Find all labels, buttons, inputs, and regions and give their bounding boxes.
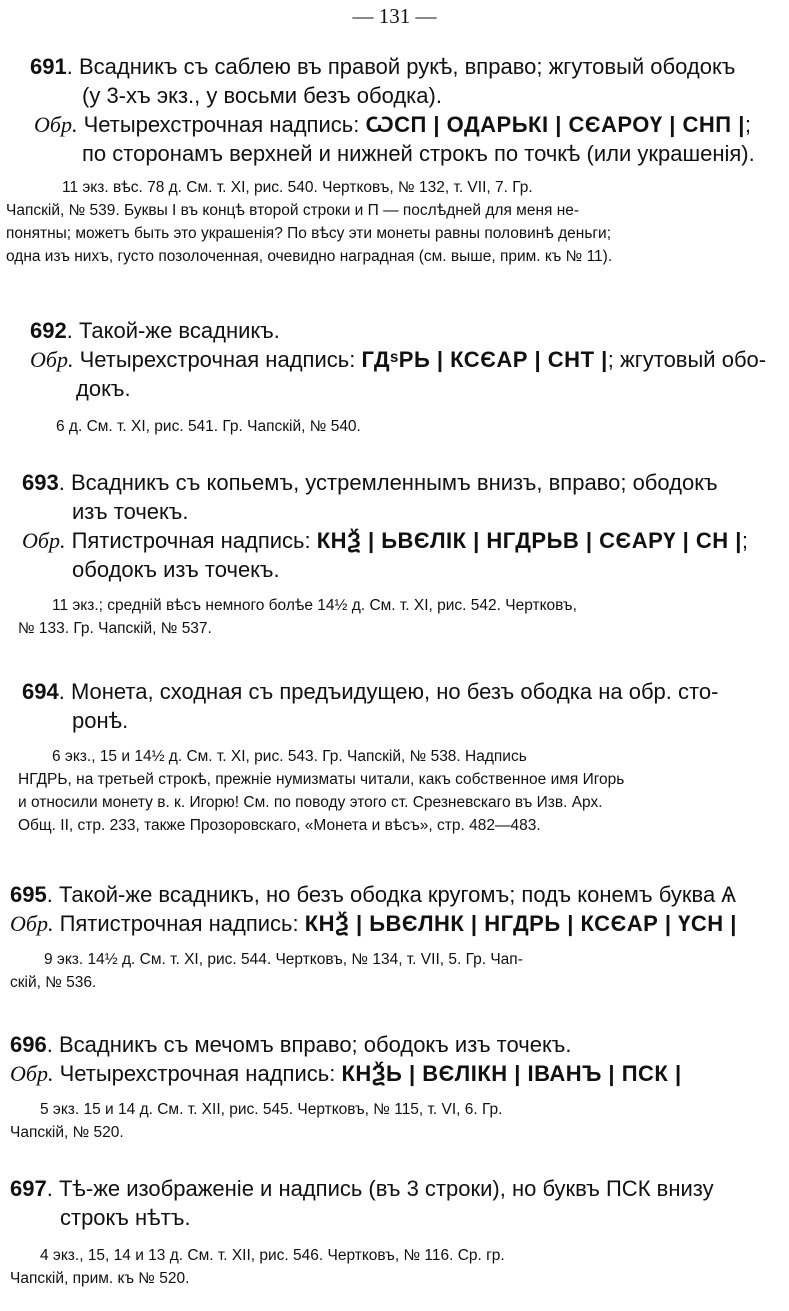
note-line: и относили монету в. к. Игорю! См. по поводу этого ст. Срезневскаго въ Изв. Арх.: [18, 794, 603, 811]
note-line: скiй, № 536.: [10, 974, 97, 991]
note-line: Чапскiй, № 539. Буквы Ӏ въ концѣ второй строки и П — послѣдней для меня не-: [6, 202, 580, 219]
page-number: — 131 —: [352, 4, 437, 28]
note-line: Чапскiй, прим. къ № 520.: [10, 1270, 190, 1287]
note-line: 4 экз., 15, 14 и 13 д. См. т. XII, рис. 546. Чертковъ, № 116. Ср. гр.: [40, 1247, 505, 1264]
entry-691: 691. Всадникъ съ саблею въ правой рукѣ, вправо; жгутовый ободокъ (у 3-хъ экз., у восьми безъ ободка). Обр. Четырехстрочная надпись: ѠСП | ОДАРЬКI | СЄАРОҮ | СНП |; по сторонамъ верхней и нижней строкъ по точкѣ (или украшенія). 11 экз. вѣс. 78 д. См. т. XI, рис. 540. Чертковъ, № 132, т. VII, 7. Гр. Чапскiй, № 539. Буквы Ӏ въ концѣ второй строки и П — послѣдней для меня не- понятны; можетъ быть это украшенiя? По вѣсу эти монеты равны половинѣ деньги; одна изъ нихъ, густо позолоченная, очевидно наградная (см. выше, прим. къ № 11).: [30, 52, 789, 268]
note-line: 6 экз., 15 и 14½ д. См. т. XI, рис. 543. Гр. Чапскiй, № 538. Надпись: [52, 748, 527, 765]
entry-697: 697. Тѣ-же изображенiе и надпись (въ 3 строки), но буквъ ПСК внизу строкъ нѣтъ. 4 экз., 15, 14 и 13 д. См. т. XII, рис. 546. Чертковъ, № 116. Ср. гр. Чапскiй, прим. къ № 520.: [10, 1174, 782, 1290]
note-line: 11 экз. вѣс. 78 д. См. т. XI, рис. 540. Чертковъ, № 132, т. VII, 7. Гр.: [62, 179, 533, 196]
entry-number: 691: [30, 54, 67, 79]
note-line: 9 экз. 14½ д. См. т. XI, рис. 544. Чертковъ, № 134, т. VII, 5. Гр. Чап-: [44, 951, 523, 968]
entry-692: 692. Такой-же всадникъ. Обр. Четырехстрочная надпись: ГДˢРЬ | КСЄАР | СНТ |; жгутовый обо- докъ. 6 д. См. т. XI, рис. 541. Гр. Чапскiй, № 540.: [30, 316, 789, 438]
note-line: 5 экз. 15 и 14 д. См. т. XII, рис. 545. Чертковъ, № 115, т. VI, 6. Гр.: [40, 1101, 503, 1118]
note-line: НГДРЬ, на третьей строкѣ, прежніе нумизматы читали, какъ собственное имя Игорь: [18, 771, 625, 788]
note-line: № 133. Гр. Чапскiй, № 537.: [18, 620, 212, 637]
entry-694: 694. Монета, сходная съ предъидущею, но безъ ободка на обр. сто- ронѣ. 6 экз., 15 и 14½ д. См. т. XI, рис. 543. Гр. Чапскiй, № 538. Надпись НГДРЬ, на третьей строкѣ, прежніе нумизматы читали, какъ собственное имя Игорь и относили монету в. к. Игорю! См. по поводу этого ст. Срезневскаго въ Изв. Арх. Общ. II, стр. 233, также Прозоровскаго, «Монета и вѣсъ», стр. 482—483.: [22, 677, 789, 837]
inscription: КНѮ | ЬВЄЛНК | НГДРЬ | КСЄАР | ҮСН |: [304, 911, 737, 936]
note-line: Чапскiй, № 520.: [10, 1124, 124, 1141]
note-line: Общ. II, стр. 233, также Прозоровскаго, «Монета и вѣсъ», стр. 482—483.: [18, 817, 541, 834]
entry-text: Всадникъ съ саблею въ правой рукѣ, вправо; жгутовый ободокъ: [78, 54, 736, 79]
obr-label: Обр.: [34, 112, 78, 137]
note-line: 6 д. См. т. XI, рис. 541. Гр. Чапскiй, № 540.: [56, 418, 361, 435]
note-line: одна изъ нихъ, густо позолоченная, очевидно наградная (см. выше, прим. къ № 11).: [6, 248, 613, 265]
note-line: понятны; можетъ быть это украшенiя? По вѣсу эти монеты равны половинѣ деньги;: [6, 225, 612, 242]
inscription: КНѮ | ЬВЄЛIК | НГДРЬВ | СЄАРҮ | СН |: [316, 528, 742, 553]
note-line: 11 экз.; средній вѣсъ немного болѣе 14½ д. См. т. XI, рис. 542. Чертковъ,: [52, 597, 577, 614]
entry-693: 693. Всадникъ съ копьемъ, устремленнымъ внизъ, вправо; ободокъ изъ точекъ. Обр. Пятистрочная надпись: КНѮ | ЬВЄЛIК | НГДРЬВ | СЄАРҮ | СН |; ободокъ изъ точекъ. 11 экз.; средній вѣсъ немного болѣе 14½ д. См. т. XI, рис. 542. Чертковъ, № 133. Гр. Чапскiй, № 537.: [22, 468, 789, 640]
entry-695: 695. Такой-же всадникъ, но безъ ободка кругомъ; подъ конемъ буква Ѧ Обр. Пятистрочная надпись: КНѮ | ЬВЄЛНК | НГДРЬ | КСЄАР | ҮСН | 9 экз. 14½ д. См. т. XI, рис. 544. Чертковъ, № 134, т. VII, 5. Гр. Чап- скiй, № 536.: [10, 880, 782, 994]
inscription: ѠСП | ОДАРЬКI | СЄАРОҮ | СНП |: [365, 112, 745, 137]
entry-text: (у 3-хъ экз., у восьми безъ ободка).: [82, 83, 442, 108]
inscription: КНѮЬ | ВЄЛIКН | IВАНЪ | ПСК |: [341, 1061, 682, 1086]
entry-696: 696. Всадникъ съ мечомъ вправо; ободокъ изъ точекъ. Обр. Четырехстрочная надпись: КНѮЬ | ВЄЛIКН | IВАНЪ | ПСК | 5 экз. 15 и 14 д. См. т. XII, рис. 545. Чертковъ, № 115, т. VI, 6. Гр. Чапскiй, № 520.: [10, 1030, 782, 1144]
inscription: ГДˢРЬ | КСЄАР | СНТ |: [361, 347, 608, 372]
